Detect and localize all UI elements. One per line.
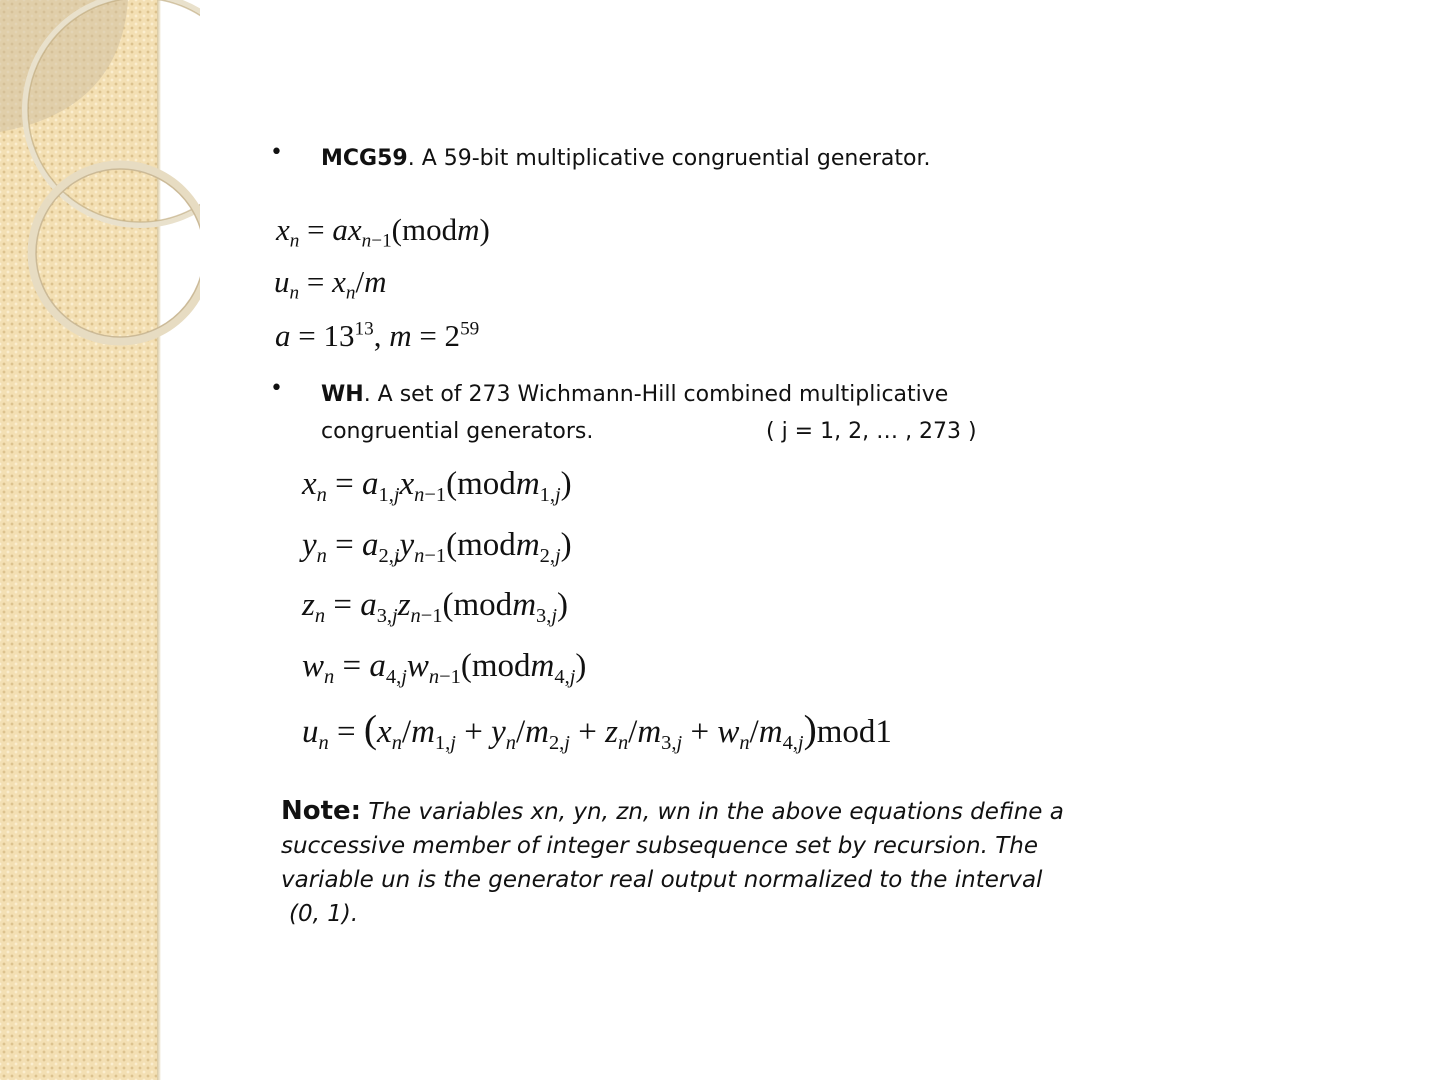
- mcg59-equation-x: $x_n$ = $ax_{n-1}(modm)$: [276, 212, 490, 252]
- bullet-marker: •: [270, 376, 283, 401]
- note-paragraph: [281, 794, 1261, 931]
- wh-heading: [321, 376, 948, 413]
- wh-equation-y: $y_n$ = $a_{2,j}y_{n-1}(modm_{2,j})$: [302, 527, 572, 568]
- mcg59-heading: [321, 140, 931, 177]
- wh-description-line1: . A set of 273 Wichmann-Hill combined multiplicative: [363, 382, 949, 407]
- mcg59-equation-u: $u_n = x_n/m$: [274, 264, 387, 304]
- mcg59-description: . A 59-bit multiplicative congruential generator.: [407, 146, 931, 171]
- mcg59-equation-params: $a = 13^{13}$, $m = 2^{59}$: [275, 318, 480, 353]
- wh-title: WH: [321, 382, 364, 407]
- note-line4: (0, 1).: [289, 901, 359, 927]
- wh-equation-x: $x_n$ = $a_{1,j}x_{n-1}(modm_{1,j})$: [302, 466, 572, 507]
- mcg59-title: MCG59: [321, 146, 408, 171]
- bullet-marker: •: [270, 140, 283, 165]
- wh-index-range: ( j = 1, 2, … , 273 ): [766, 419, 977, 444]
- wh-description-line2: congruential generators.: [321, 419, 594, 444]
- wh-equation-u: $u_n = (x_n/m_{1,j} + y_n/m_{2,j} + z_n/m_{3,j} + w_n/m_{4,j})mod1$: [302, 707, 892, 755]
- note-line1: The variables xn, yn, zn, wn in the above equations define a: [368, 799, 1064, 825]
- note-line3: variable un is the generator real output normalized to the interval: [281, 867, 1043, 893]
- wh-equation-z: $z_n$ = $a_{3,j}z_{n-1}(modm_{3,j})$: [302, 587, 569, 628]
- wh-equation-w: $w_n$ = $a_{4,j}w_{n-1}(modm_{4,j})$: [302, 648, 587, 689]
- note-label: Note:: [281, 796, 362, 826]
- note-line2: successive member of integer subsequence set by recursion. The: [281, 833, 1039, 859]
